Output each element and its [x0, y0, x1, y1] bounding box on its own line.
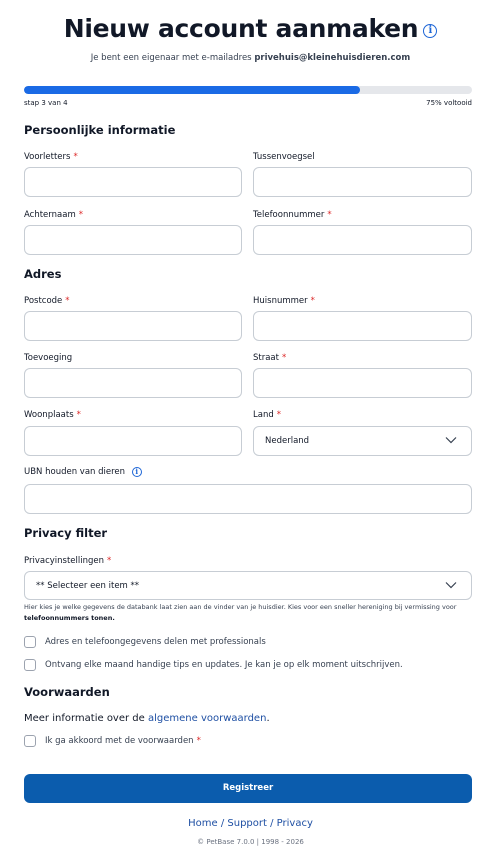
agree-terms-option[interactable]: [24, 735, 201, 747]
lastname-label-text: Achternaam: [24, 210, 76, 220]
agree-terms-text: Ik ga akkoord met de voorwaarden: [45, 736, 194, 746]
required-marker: *: [281, 353, 287, 363]
street-label: [253, 353, 286, 363]
country-selected-value: Nederland: [265, 436, 310, 446]
housenumber-label: [253, 296, 315, 306]
ubn-input[interactable]: [24, 484, 472, 514]
postcode-label-text: Postcode: [24, 296, 63, 306]
terms-info-text: Meer informatie over de: [24, 713, 145, 724]
initials-label: [24, 152, 78, 162]
privacy-selected-value: ** Selecteer een item **: [36, 581, 140, 591]
infix-label: Tussenvoegsel: [253, 152, 315, 162]
required-marker: *: [327, 210, 332, 220]
lastname-input[interactable]: [24, 225, 242, 255]
phone-label: [253, 210, 332, 220]
ubn-label: [24, 467, 142, 477]
street-input[interactable]: [253, 368, 472, 398]
progress-percent: 75% voltooid: [426, 99, 472, 107]
subtitle-text: Je bent een eigenaar met e-mailadres: [90, 53, 252, 63]
housenumber-label-text: Huisnummer: [253, 296, 308, 306]
required-marker: *: [73, 152, 78, 162]
addition-input[interactable]: [24, 368, 242, 398]
page-title-text: Nieuw account aanmaken: [63, 14, 419, 43]
register-button[interactable]: Registreer: [24, 774, 472, 803]
postcode-label: [24, 296, 70, 306]
footer-link-privacy[interactable]: Privacy: [276, 818, 313, 829]
required-marker: *: [276, 410, 281, 420]
owner-email: privehuis@kleinehuisdieren.com: [254, 53, 411, 63]
newsletter-option[interactable]: [24, 659, 403, 671]
country-label-text: Land: [253, 410, 274, 420]
country-label: [253, 410, 281, 420]
section-personal-title: Persoonlijke informatie: [24, 123, 176, 137]
progress-fill: [24, 86, 360, 94]
city-label-text: Woonplaats: [24, 410, 74, 420]
required-marker: *: [310, 296, 315, 306]
page-subtitle: [0, 53, 501, 63]
initials-label-text: Voorletters: [24, 152, 71, 162]
progress-bar: [24, 86, 472, 94]
page-header: [0, 14, 501, 43]
privacy-settings-label: [24, 556, 111, 566]
agree-terms-checkbox[interactable]: [24, 735, 36, 747]
privacy-help-emphasis: telefoonnummers tonen.: [24, 614, 115, 622]
phone-input[interactable]: [253, 225, 472, 255]
privacy-help-body: Hier kies je welke gegevens de databank laat zien aan de vinder van je huisdier. Kies voor een sneller hereniging bij vermissing voor: [24, 603, 457, 611]
city-input[interactable]: [24, 426, 242, 456]
terms-link[interactable]: algemene voorwaarden: [147, 713, 267, 724]
privacy-help-text: [24, 602, 484, 624]
footer-links: [0, 818, 501, 829]
step-indicator: stap 3 van 4: [24, 99, 68, 107]
terms-info: [24, 713, 270, 724]
info-icon[interactable]: i: [132, 467, 142, 477]
agree-terms-label: [45, 736, 201, 746]
initials-input[interactable]: [24, 167, 242, 197]
section-address-title: Adres: [24, 267, 62, 281]
chevron-down-icon: [445, 579, 457, 591]
infix-input[interactable]: [253, 167, 472, 197]
newsletter-label: Ontvang elke maand handige tips en updates. Je kan je op elk moment uitschrijven.: [45, 660, 403, 670]
addition-label: Toevoeging: [24, 353, 73, 363]
terms-info-suffix: .: [266, 713, 270, 724]
share-data-checkbox[interactable]: [24, 636, 36, 648]
country-select[interactable]: [253, 426, 472, 456]
required-marker: *: [76, 410, 81, 420]
required-marker: *: [196, 736, 201, 746]
copyright: © PetBase 7.0.0 | 1998 - 2026: [197, 838, 304, 846]
section-terms-title: Voorwaarden: [24, 685, 110, 699]
footer-separator: /: [217, 818, 228, 829]
page-title: [64, 14, 438, 43]
info-icon[interactable]: i: [423, 24, 437, 38]
share-data-option[interactable]: [24, 636, 266, 648]
footer-link-support[interactable]: Support: [227, 818, 267, 829]
chevron-down-icon: [445, 434, 457, 446]
footer-separator: /: [266, 818, 277, 829]
share-data-label: Adres en telefoongegevens delen met professionals: [45, 637, 266, 647]
privacy-settings-select[interactable]: [24, 571, 472, 600]
ubn-label-text: UBN houden van dieren: [24, 467, 126, 477]
required-marker: *: [78, 210, 83, 220]
phone-label-text: Telefoonnummer: [253, 210, 325, 220]
lastname-label: [24, 210, 83, 220]
required-marker: *: [107, 556, 112, 566]
section-privacy-title: Privacy filter: [24, 526, 108, 540]
street-label-text: Straat: [253, 353, 279, 363]
privacy-settings-label-text: Privacyinstellingen: [24, 556, 104, 566]
city-label: [24, 410, 81, 420]
postcode-input[interactable]: [24, 311, 242, 341]
footer-link-home[interactable]: Home: [188, 818, 218, 829]
newsletter-checkbox[interactable]: [24, 659, 36, 671]
required-marker: *: [65, 296, 70, 306]
housenumber-input[interactable]: [253, 311, 472, 341]
